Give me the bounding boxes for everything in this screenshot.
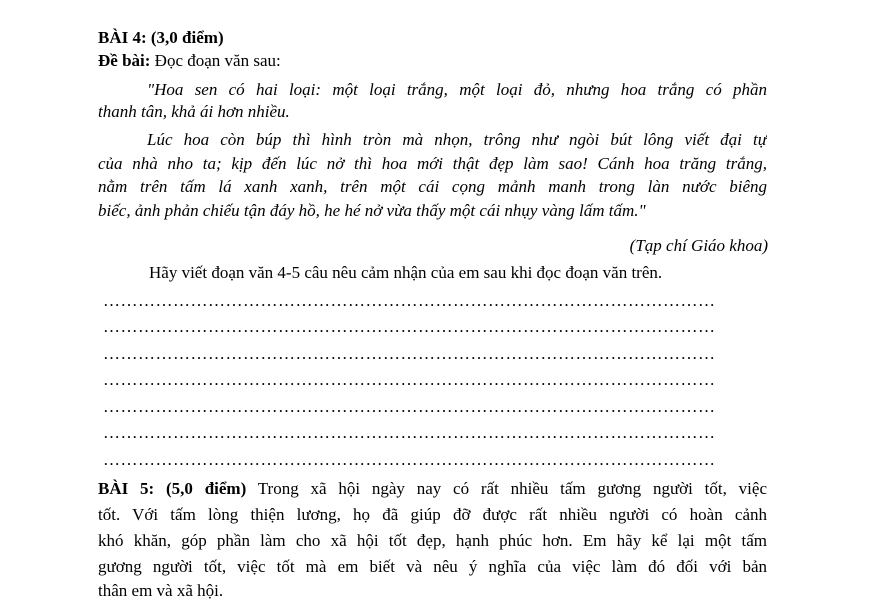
bai4-heading: BÀI 4: (3,0 điểm): [98, 28, 224, 47]
answer-line-3: ……………………………………………………………………………………………: [103, 344, 716, 363]
answer-line-5: ……………………………………………………………………………………………: [103, 397, 716, 416]
answer-line-1: ……………………………………………………………………………………………: [103, 291, 716, 310]
passage-line-3: Lúc hoa còn búp thì hình tròn mà nhọn, trông như ngòi bút lông viết đại tự: [147, 130, 767, 149]
de-bai-label: Đề bài:: [98, 51, 151, 70]
answer-line-4: ……………………………………………………………………………………………: [103, 370, 716, 389]
bai5-line-2: tốt. Với tấm lòng thiện lương, họ đã giúp đỡ được rất nhiều người có hoàn cảnh: [98, 505, 767, 524]
passage-line-4: của nhà nho ta; kịp đến lúc nở thì hoa mới thật đẹp làm sao! Cánh hoa trăng trắng,: [98, 154, 767, 173]
answer-line-6: ……………………………………………………………………………………………: [103, 423, 716, 442]
de-bai-line: [98, 50, 281, 72]
passage-source: (Tạp chí Giáo khoa): [629, 236, 768, 255]
passage-line-6: biếc, ảnh phản chiếu tận đáy hồ, he hé nở vừa thấy một cái nhụy vàng lấm tấm.": [98, 201, 646, 220]
de-bai-text: Đọc đoạn văn sau:: [150, 51, 281, 70]
bai4-task: Hãy viết đoạn văn 4-5 câu nêu cảm nhận của em sau khi đọc đoạn văn trên.: [149, 263, 663, 282]
answer-line-2: ……………………………………………………………………………………………: [103, 317, 716, 336]
bai5-text-1: Trong xã hội ngày nay có rất nhiều tấm gương người tốt, việc: [246, 479, 767, 498]
bai5-line-4: gương người tốt, việc tốt mà em biết và nêu ý nghĩa của việc làm đó đối với bản: [98, 557, 767, 576]
bai5-heading: BÀI 5: (5,0 điểm): [98, 479, 247, 498]
answer-line-7: ……………………………………………………………………………………………: [103, 450, 716, 469]
passage-line-2: thanh tân, khả ái hơn nhiều.: [98, 102, 290, 121]
bai5-line-3: khó khăn, góp phần làm cho xã hội tốt đẹp, hạnh phúc hơn. Em hãy kể lại một tấm: [98, 531, 767, 550]
bai5-line-1: [98, 478, 767, 500]
passage-line-1: "Hoa sen có hai loại: một loại trắng, một loại đỏ, nhưng hoa trắng có phần: [147, 80, 767, 99]
passage-line-5: nằm trên tấm lá xanh xanh, trên một cái cọng mảnh manh trong làn nước biêng: [98, 177, 767, 196]
bai5-line-5: thân em và xã hội.: [98, 581, 224, 600]
